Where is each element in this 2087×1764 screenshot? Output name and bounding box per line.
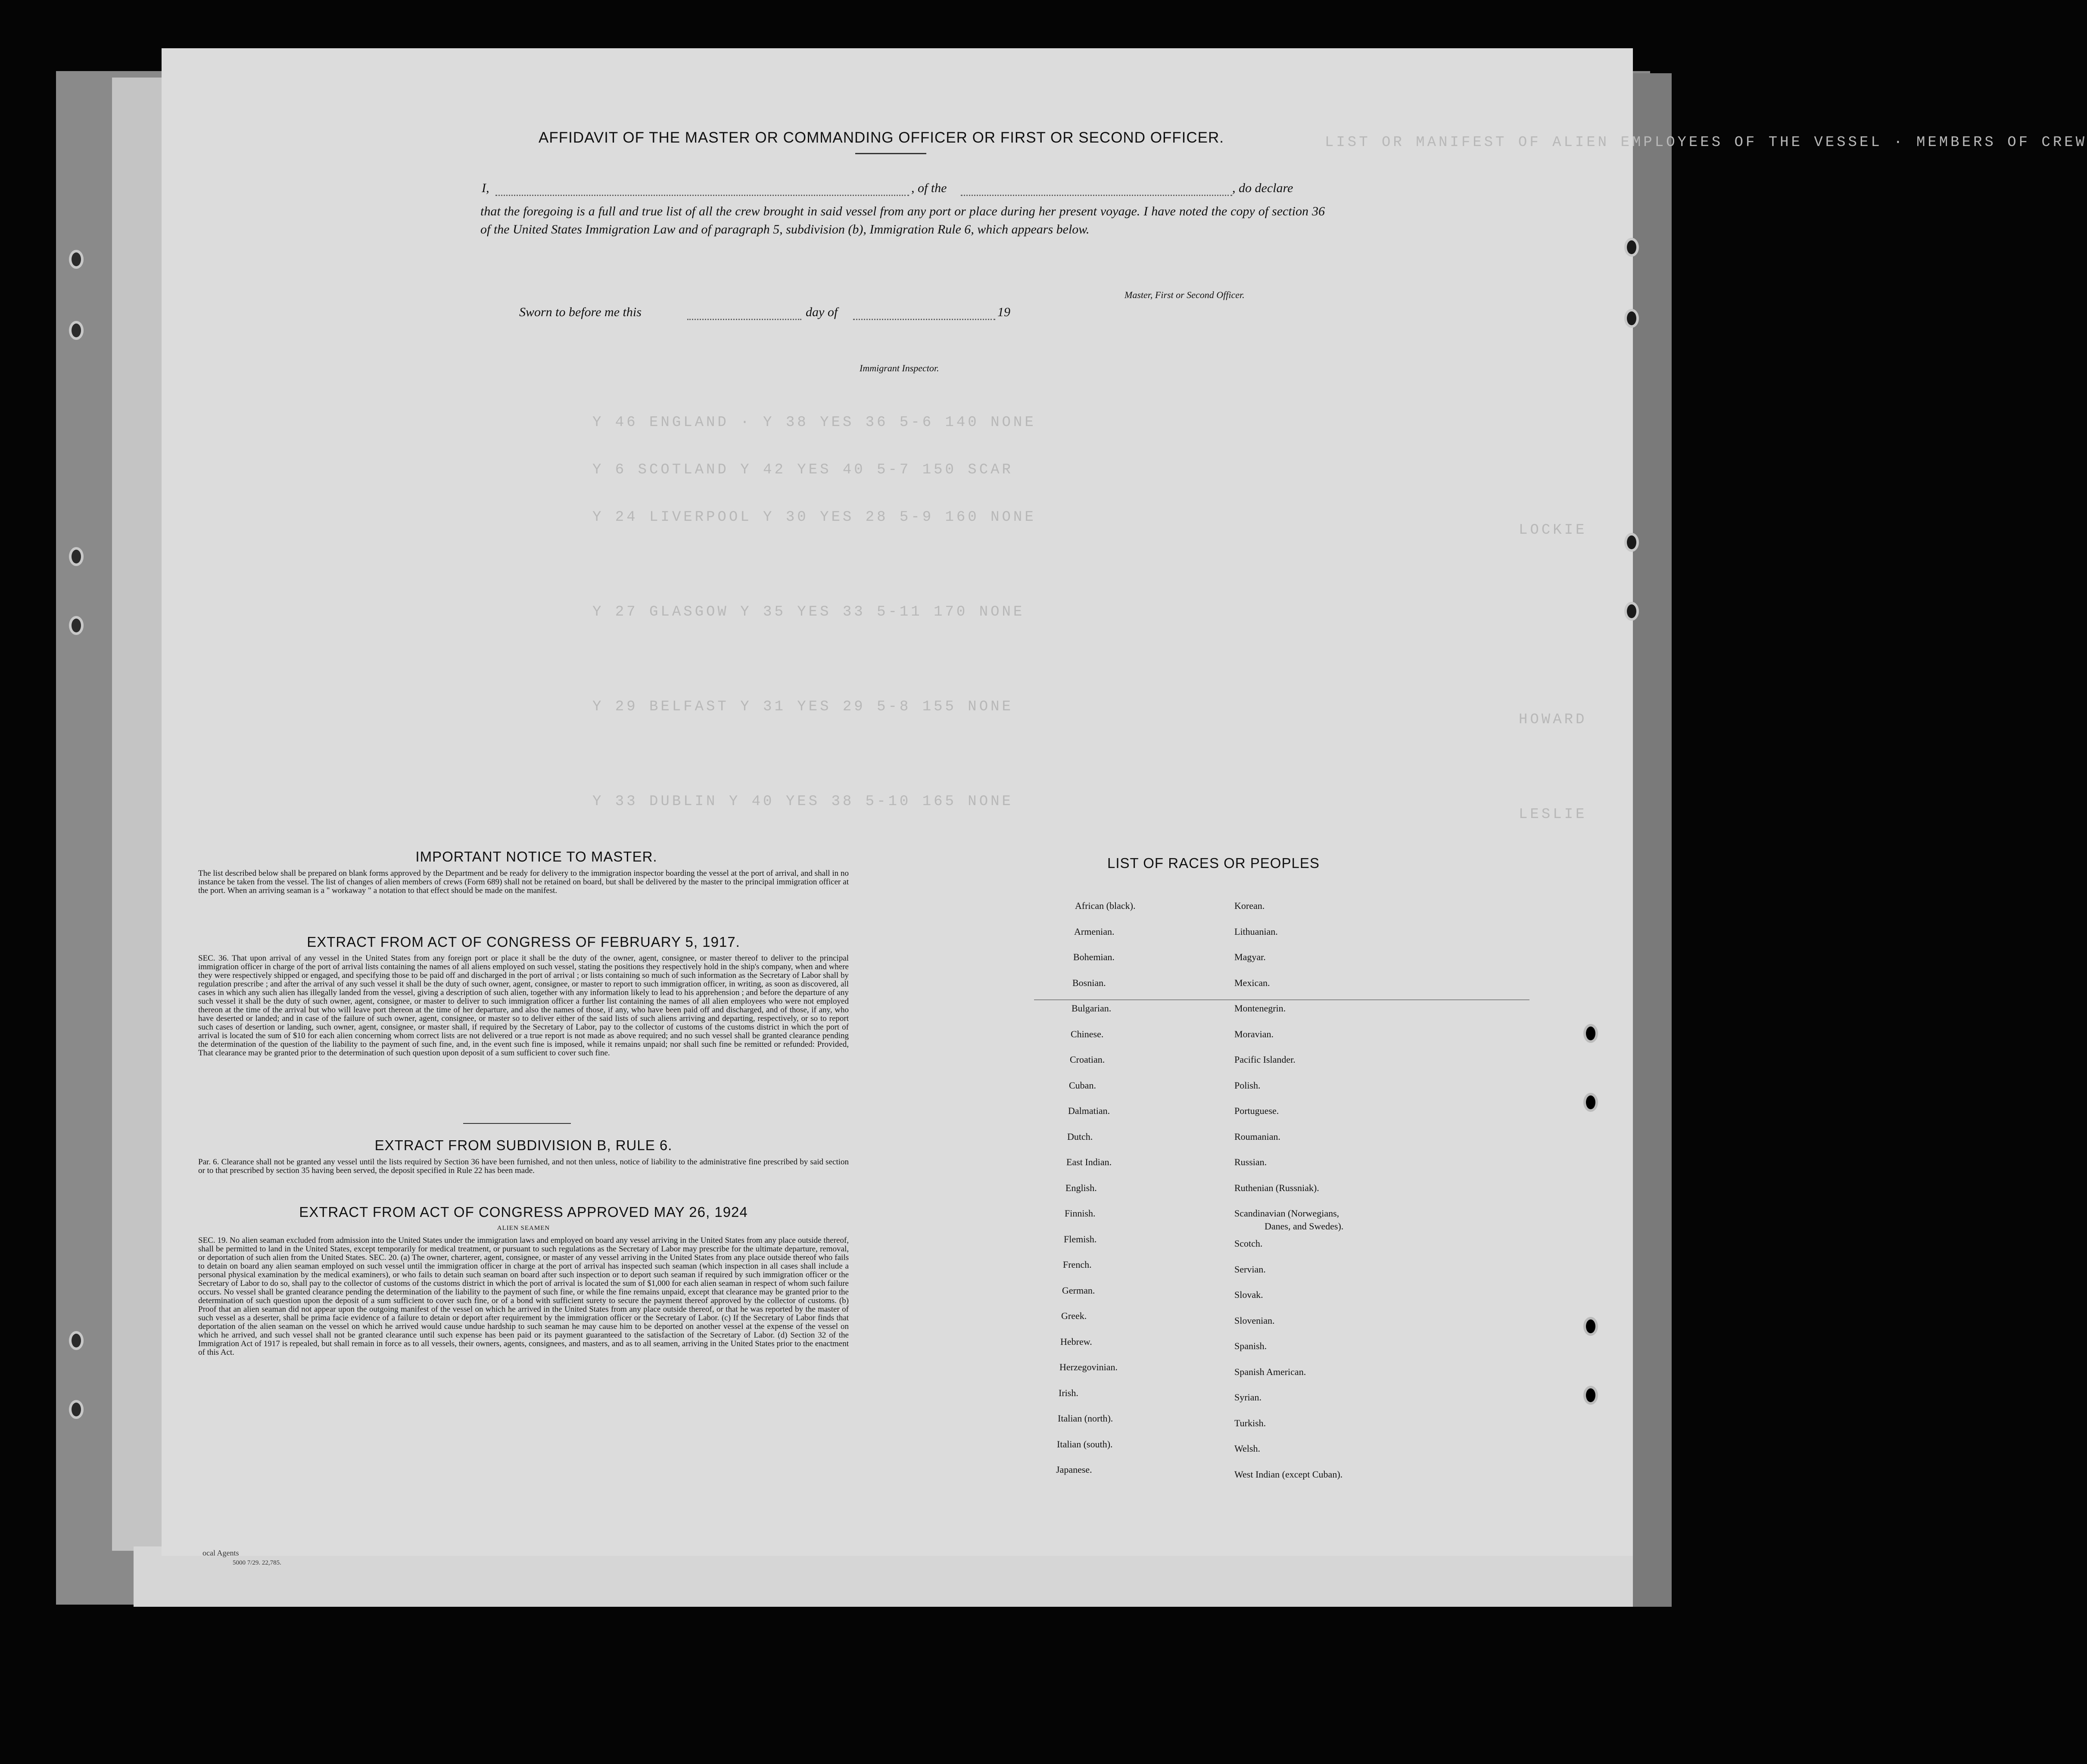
race-item: Dalmatian. bbox=[1068, 1105, 1110, 1116]
race-item: Hebrew. bbox=[1060, 1336, 1092, 1347]
race-item: Slovenian. bbox=[1234, 1315, 1275, 1326]
race-item: Croatian. bbox=[1070, 1054, 1105, 1065]
race-item: Herzegovinian. bbox=[1059, 1362, 1118, 1372]
race-item: Servian. bbox=[1234, 1263, 1266, 1275]
sworn-year: 19 bbox=[997, 305, 1010, 319]
race-item: Italian (north). bbox=[1058, 1413, 1113, 1424]
race-item: French. bbox=[1063, 1259, 1092, 1270]
race-item: Russian. bbox=[1234, 1157, 1267, 1167]
race-item: Scotch. bbox=[1234, 1238, 1263, 1249]
day-blank bbox=[687, 319, 801, 320]
race-item: German. bbox=[1062, 1285, 1095, 1296]
fold-line bbox=[1034, 999, 1529, 1000]
race-item: Japanese. bbox=[1056, 1464, 1092, 1475]
race-item: Greek. bbox=[1061, 1310, 1087, 1321]
race-item: Irish. bbox=[1059, 1387, 1078, 1398]
punch-hole bbox=[1624, 533, 1639, 552]
local-agents-label: ocal Agents bbox=[202, 1549, 239, 1557]
affidavit-body: that the foregoing is a full and true list of all the crew brought in said vessel from any port or place during her present voyage. I have noted the copy of section 36 of the United States Immigration Law and of paragraph 5, subdivision (b), Immigration Rule 6, which appears below. bbox=[480, 204, 1325, 236]
vessel-blank bbox=[961, 195, 1232, 196]
race-item: East Indian. bbox=[1066, 1157, 1112, 1167]
race-item: Bohemian. bbox=[1073, 952, 1115, 962]
print-code: 5000 7/29. 22,785. bbox=[233, 1559, 281, 1566]
race-item: Portuguese. bbox=[1234, 1105, 1279, 1116]
affidavit-i: I, bbox=[482, 181, 489, 195]
race-item: Turkish. bbox=[1234, 1417, 1266, 1428]
race-item: Spanish. bbox=[1234, 1341, 1267, 1351]
punch-hole bbox=[69, 250, 84, 269]
affidavit-do-declare: , do declare bbox=[1232, 181, 1293, 195]
affidavit-sheet: LIST OR MANIFEST OF ALIEN EMPLOYEES OF THE VESSEL · MEMBERS OF CREW Y 46 ENGLAND · Y 38 YES 36 5-6 140 NONE Y 6 SCOTLAND Y 42 YES 40 5-7 150 SCAR Y 24 LIVERPOOL Y 30 YES 28 5-9 160 NONE Y 27 GLASGOW Y 35 YES 33 5-11 170 NONE Y 29 BELFAST Y 31 YES 29 5-8 155 NONE Y 33 DUBLIN Y 40 YES 38 5-10 165 NONE LOCKIE HOWARD LESLIE bbox=[162, 48, 1633, 1556]
punch-hole bbox=[1583, 1093, 1598, 1112]
race-item: Moravian. bbox=[1234, 1028, 1274, 1039]
punch-hole bbox=[69, 1331, 84, 1350]
race-item: Finnish. bbox=[1065, 1208, 1096, 1219]
race-item: Dutch. bbox=[1067, 1131, 1093, 1142]
race-item: Danes, and Swedes). bbox=[1265, 1221, 1344, 1232]
sworn-day-of: day of bbox=[806, 305, 838, 319]
race-item: Bosnian. bbox=[1072, 977, 1106, 988]
race-item: Lithuanian. bbox=[1234, 926, 1278, 937]
races-title: LIST OF RACES OR PEOPLES bbox=[1107, 855, 1320, 871]
race-item: Slovak. bbox=[1234, 1289, 1263, 1300]
punch-hole bbox=[1583, 1024, 1598, 1043]
race-item: West Indian (except Cuban). bbox=[1234, 1468, 1343, 1480]
race-item: Magyar. bbox=[1234, 952, 1266, 962]
extract-rule6-title: EXTRACT FROM SUBDIVISION B, RULE 6. bbox=[374, 1137, 673, 1153]
race-item: Polish. bbox=[1234, 1080, 1261, 1091]
race-item: Cuban. bbox=[1069, 1080, 1096, 1091]
race-item: Armenian. bbox=[1074, 926, 1115, 937]
punch-hole bbox=[69, 321, 84, 340]
race-item: Bulgarian. bbox=[1072, 1003, 1112, 1014]
race-item: Scandinavian (Norwegians, bbox=[1234, 1208, 1339, 1219]
race-item: African (black). bbox=[1075, 900, 1136, 911]
race-item: Ruthenian (Russniak). bbox=[1234, 1182, 1319, 1193]
race-item: Mexican. bbox=[1234, 977, 1270, 988]
punch-hole bbox=[1624, 238, 1639, 257]
extract-1924-body: SEC. 19. No alien seaman excluded from admission into the United States under the immigration laws and employed on board any vessel arriving in the United States from any place outside thereof, shall be permitted to land in the United States, except temporarily for medical treatment, or pursuant to such regulations as the Secretary of Labor may prescribe for the ultimate departure, removal, or deportation of such alien from the United States. SEC. 20. (a) The owner, charterer, agent, consignee, or master of any vessel arriving in the United States from any place outside thereof who fails to detain on board any alien seaman employed on such vessel until the immigration officer in charge at the port of arrival has inspected such seaman (which inspection in all cases shall include a personal physical examination by the medical examiners), or who fails to detain such seaman on board after such inspection or to deport such seaman if required by such immigration officer or the Secretary of Labor to do so, shall pay to the collector of customs of the customs district in which the port of arrival is located the sum of $1,000 for each alien seaman in respect of whom such failure occurs. No vessel shall be granted clearance pending the determination of the liability to the payment of such fine, or while the fine remains unpaid, except that clearance may be granted prior to the determination of such question upon the deposit of a sum sufficient to cover such fine, or of a bond with sufficient surety to secure the payment thereof approved by the collector of customs. (b) Proof that an alien seaman did not appear upon the outgoing manifest of the vessel on which he arrived in the United States from any place outside thereof, or that he was reported by the master of such vessel as a deserter, shall be prima facie evidence of a failure to detain or deport after requirement by the immigration officer or the Secretary of Labor. (c) If the Secretary of Labor finds that deportation of the alien seaman on the vessel on which he arrived would cause undue hardship to such seaman he may cause him to be deported on another vessel at the expense of the vessel on which he arrived, and such vessel shall not be granted clearance until such expense has been paid or its payment guaranteed to the satisfaction of the Secretary of Labor. (d) Section 32 of the Immigration Act of 1917 is repealed, but shall remain in force as to all vessels, their owners, agents, consignees, and masters, and as to all seamen, arriving in the United States prior to the enactment of this Act. bbox=[198, 1236, 849, 1357]
title-underline bbox=[855, 153, 926, 154]
extract-1917-body: SEC. 36. That upon arrival of any vessel in the United States from any foreign port or place it shall be the duty of the owner, agent, consignee, or master thereof to deliver to the principal immigration officer in charge of the port of arrival lists containing the names of all aliens employed on such vessel, stating the positions they respectively hold in the ship's company, when and where they were respectively shipped or engaged, and specifying those to be paid off and discharged in the port of arrival ; or lists containing so much of such information as the Secretary of Labor shall by regulation prescribe ; and after the arrival of any such vessel it shall be the duty of such owner, agent, consignee, or master to report to such immigration officer, in writing, as soon as discovered, all cases in which any such alien has illegally landed from the vessel, giving a description of such alien, together with any information likely to lead to his apprehension ; and before the departure of any such vessel it shall be the duty of such owner, agent, consignee, or master to deliver to such immigration officer a further list containing the names of all alien employees who were not employed thereon at the time of the arrival but who will leave port thereon at the time of her departure, and also the names of those, if any, who have been paid off and discharged, and of those, if any, who have deserted or landed; and in case of the failure of such owner, agent, consignee, or master so to deliver either of the said lists of such aliens arriving and departing, respectively, or so to report such cases of desertion or landing, such owner, agent, consignee, or master shall, if required by the Secretary of Labor, pay to the collector of customs of the customs district in which the port of arrival is located the sum of $10 for each alien concerning whom correct lists are not delivered or a true report is not made as above required; and no such vessel shall be granted clearance pending the determination of the question of the liability to the payment of such fine, and, in the event such fine is imposed, while it remains unpaid; nor shall such fine be remitted or refunded: Provided, That clearance may be granted prior to the determination of such question upon deposit of a sum sufficient to cover such fine. bbox=[198, 954, 849, 1058]
notice-body: The list described below shall be prepared on blank forms approved by the Department and be ready for delivery to the immigration inspector boarding the vessel at the port of arrival, and shall in no instance be taken from the vessel. The list of changes of alien members of crews (Form 689) shall not be retained on board, but shall be delivered by the master to the principal immigration officer at the port. When an arriving seaman is a " workaway " a notation to that effect should be made on the manifest. bbox=[198, 869, 849, 895]
punch-hole bbox=[1624, 309, 1639, 328]
month-blank bbox=[853, 319, 995, 320]
punch-hole bbox=[1624, 602, 1639, 621]
signature-label: Master, First or Second Officer. bbox=[1124, 289, 1245, 300]
extract-1924-subtitle: ALIEN SEAMEN bbox=[497, 1225, 550, 1232]
race-item: Italian (south). bbox=[1057, 1438, 1113, 1450]
name-blank bbox=[495, 195, 909, 196]
punch-hole bbox=[69, 547, 84, 566]
section-divider bbox=[463, 1123, 571, 1124]
race-item: Flemish. bbox=[1064, 1233, 1097, 1244]
race-item: Welsh. bbox=[1234, 1443, 1260, 1454]
race-item: Spanish American. bbox=[1234, 1366, 1306, 1377]
inspector-label: Immigrant Inspector. bbox=[860, 363, 939, 373]
punch-hole bbox=[69, 616, 84, 635]
extract-rule6-body: Par. 6. Clearance shall not be granted any vessel until the lists required by Section 36 have been furnished, and not then unless, notice of liability to the administrative fine prescribed by said section or to that prescribed by section 35 having been served, the deposit specified in Rule 22 has been made. bbox=[198, 1157, 849, 1175]
affidavit-title: AFFIDAVIT OF THE MASTER OR COMMANDING OFFICER OR FIRST OR SECOND OFFICER. bbox=[539, 129, 1224, 146]
race-item: Syrian. bbox=[1234, 1392, 1262, 1403]
affidavit-of-the: , of the bbox=[911, 181, 947, 195]
race-item: English. bbox=[1065, 1182, 1097, 1193]
race-item: Pacific Islander. bbox=[1234, 1054, 1296, 1065]
race-item: Korean. bbox=[1234, 900, 1265, 911]
punch-hole bbox=[69, 1400, 84, 1419]
extract-1917-title: EXTRACT FROM ACT OF CONGRESS OF FEBRUARY 5, 1917. bbox=[307, 934, 740, 950]
race-item: Roumanian. bbox=[1234, 1131, 1280, 1142]
extract-1924-title: EXTRACT FROM ACT OF CONGRESS APPROVED MAY 26, 1924 bbox=[299, 1204, 748, 1220]
sworn-prefix: Sworn to before me this bbox=[519, 305, 642, 319]
race-item: Montenegrin. bbox=[1234, 1003, 1286, 1014]
notice-title: IMPORTANT NOTICE TO MASTER. bbox=[415, 849, 657, 865]
race-item: Chinese. bbox=[1071, 1028, 1104, 1039]
punch-hole bbox=[1583, 1317, 1598, 1336]
punch-hole bbox=[1583, 1386, 1598, 1405]
